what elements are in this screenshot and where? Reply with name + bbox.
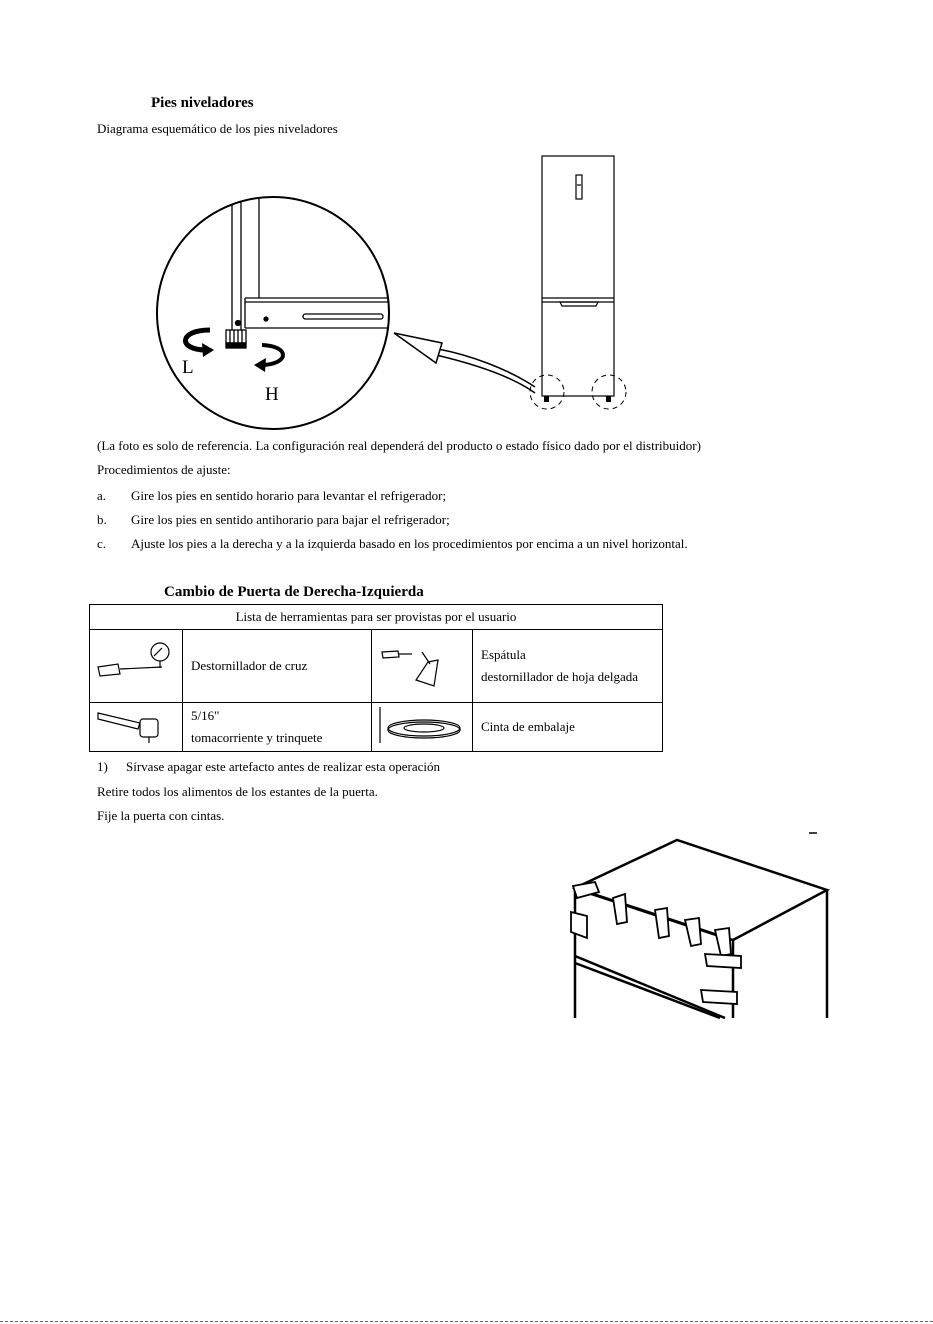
tool-image-cell [90,630,183,703]
step-b-text: Gire los pies en sentido antihorario para bajar el refrigerador; [131,512,450,527]
door-line-2: Retire todos los alimentos de los estantes de la puerta. [97,784,378,799]
tool-label-ratchet: 5/16" tomacorriente y trinquete [183,703,372,752]
door-step-1-text: Sírvase apagar este artefacto antes de realizar esta operación [126,759,440,774]
tools-table [89,604,663,752]
door-step-1-marker: 1) [97,759,108,774]
step-c-marker: c. [97,536,107,551]
leveling-foot-zoom-diagram [150,190,400,435]
step-a-text: Gire los pies en sentido horario para levantar el refrigerador; [131,488,447,503]
fridge-front-diagram [528,150,633,415]
tool-image-cell [372,630,473,703]
page-bottom-rule [0,1321,933,1322]
door-line-3: Fije la puerta con cintas. [97,808,225,823]
leveling-subtitle: Diagrama esquemático de los pies niveladores [97,121,338,136]
screwdriver-icon [90,634,180,694]
packing-tape-icon [372,703,470,747]
procedures-title: Procedimientos de ajuste: [97,462,231,477]
ratchet-wrench-icon [90,703,180,747]
tool-image-cell [372,703,473,752]
step-b-marker: b. [97,512,107,527]
tools-table-header: Lista de herramientas para ser provistas por el usuario [90,605,663,630]
step-c-text: Ajuste los pies a la derecha y a la izquierda basado en los procedimientos por encima a un nivel horizontal. [131,536,688,551]
tool-label-spatula: Espátula destornillador de hoja delgada [473,630,663,703]
taped-fridge-diagram [565,828,835,1023]
callout-arrow [390,325,550,400]
label-h: H [265,384,279,405]
door-change-title: Cambio de Puerta de Derecha-Izquierda [164,584,424,600]
label-l: L [182,357,194,378]
tool-image-cell [90,703,183,752]
step-a-marker: a. [97,488,107,503]
leveling-note: (La foto es solo de referencia. La configuración real dependerá del producto o estado físico dado por el distribuidor) [97,438,701,453]
tool-label-tape: Cinta de embalaje [473,703,663,752]
leveling-title: Pies niveladores [151,95,254,111]
tool-label-screwdriver: Destornillador de cruz [183,630,372,703]
spatula-icon [372,634,470,694]
